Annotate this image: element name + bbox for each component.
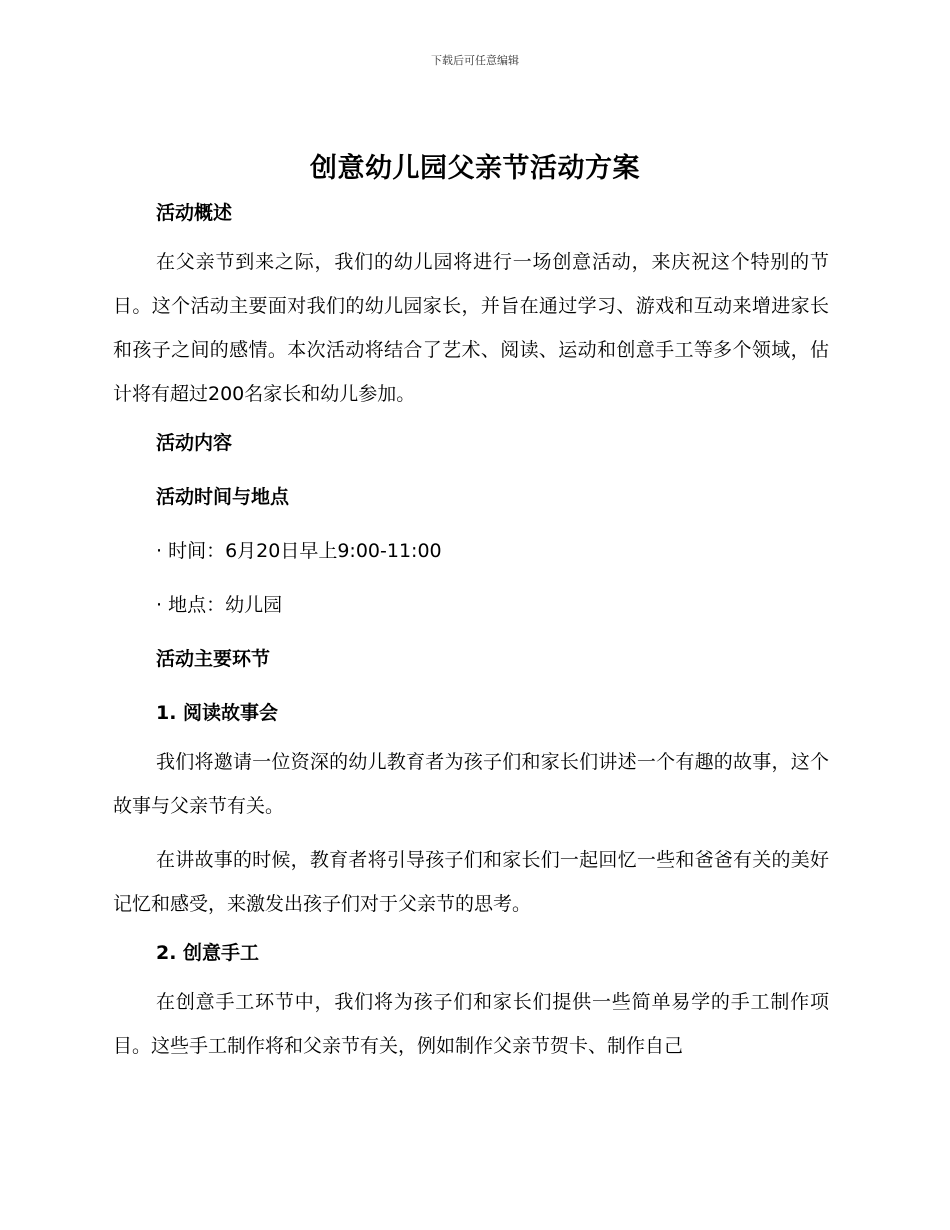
section-heading-time-place: 活动时间与地点	[156, 486, 290, 508]
paragraph-reading-2: 在讲故事的时候，教育者将引导孩子们和家长们一起回忆一些和爸爸有关的美好记忆和感受，来激发出孩子们对于父亲节的思考。	[113, 849, 829, 915]
section-heading-main-parts: 活动主要环节	[156, 648, 271, 670]
section-heading-overview: 活动概述	[156, 202, 233, 224]
section-heading-craft: 2. 创意手工	[156, 942, 260, 964]
header-note: 下载后可任意编辑	[431, 54, 519, 67]
list-item-time: · 时间：6月20日早上9:00-11:00	[156, 540, 442, 562]
paragraph-reading-1: 我们将邀请一位资深的幼儿教育者为孩子们和家长们讲述一个有趣的故事，这个故事与父亲节有关。	[113, 751, 829, 817]
list-item-place: · 地点：幼儿园	[156, 594, 283, 616]
paragraph-overview: 在父亲节到来之际，我们的幼儿园将进行一场创意活动，来庆祝这个特别的节日。这个活动主要面对我们的幼儿园家长，并旨在通过学习、游戏和互动来增进家长和孩子之间的感情。本次活动将结合了艺术、阅读、运动和创意手工等多个领域，估计将有超过200名家长和幼儿参加。	[113, 251, 829, 405]
document-body	[113, 196, 829, 1068]
paragraph-craft: 在创意手工环节中，我们将为孩子们和家长们提供一些简单易学的手工制作项目。这些手工制作将和父亲节有关，例如制作父亲节贺卡、制作自己	[113, 991, 829, 1057]
section-heading-content: 活动内容	[156, 432, 233, 454]
section-heading-reading: 1. 阅读故事会	[156, 702, 279, 724]
page-title: 创意幼儿园父亲节活动方案	[310, 153, 640, 184]
